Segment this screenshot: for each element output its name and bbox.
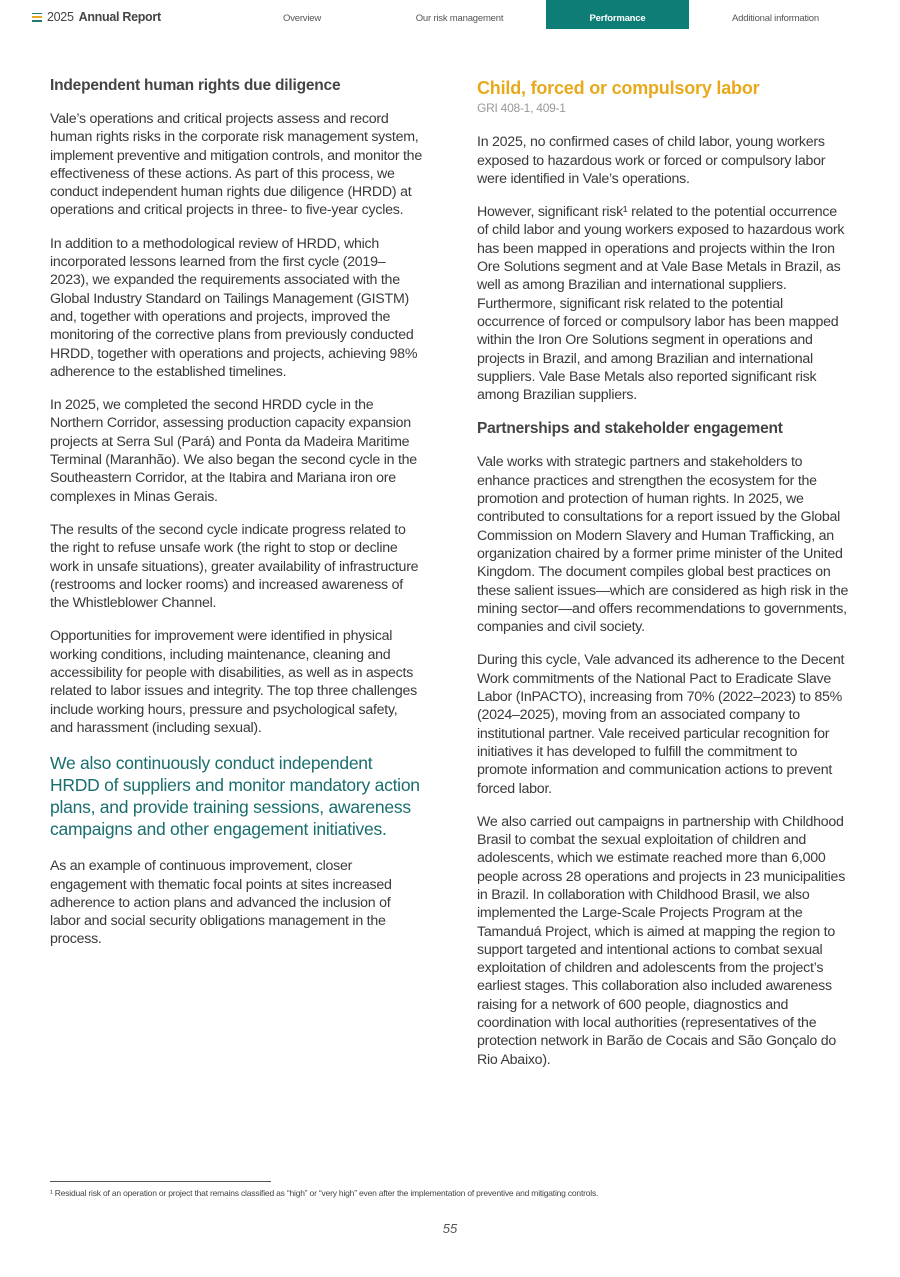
tab-performance[interactable]: Performance <box>546 0 689 29</box>
report-brand[interactable] <box>32 10 161 24</box>
paragraph: In 2025, we completed the second HRDD cycle in the Northern Corridor, assessing production capacity expansion projects at Serra Sul (Pará) and Ponta da Madeira Maritime Terminal (Maranhão). We also began the second cycle in the Southeastern Corridor, at the Itabira and Mariana iron ore complexes in Minas Gerais. <box>50 397 417 505</box>
pull-quote: We also continuously conduct independent HRDD of suppliers and monitor mandatory action plans, and provide training sessions, awareness campaigns and other engagement initiatives. <box>50 753 420 840</box>
tab-overview[interactable]: Overview <box>283 13 321 24</box>
paragraph: As an example of continuous improvement, closer engagement with thematic focal points at sites increased adherence to action plans and advanced the inclusion of labor and social security obligations management in the process. <box>50 858 392 948</box>
paragraph: However, significant risk¹ related to the potential occurrence of child labor and young workers exposed to hazardous work has been mapped in operations and projects within the Iron Ore Solutions segment and at Vale Base Metals in Brazil, as well as among Brazilian and international suppliers. Furthermore, significant risk related to the potential occurrence of forced or compulsory labor has been mapped within the Iron Ore Solutions segment in operations and projects in Brazil, and among Brazilian and international suppliers. Vale Base Metals also reported significant risk among Brazilian suppliers. <box>477 204 845 404</box>
paragraph: In addition to a methodological review of HRDD, which incorporated lessons learned from the first cycle (2019–2023), we expanded the requirements associated with the Global Industry Standard on Tailings Management (GISTM) and, together with operations and projects, improved the monitoring of the corrective plans from previously conducted HRDD, together with operations and projects, achieving 98% adherence to the established timelines. <box>50 235 418 380</box>
paragraph: Vale’s operations and critical projects assess and record human rights risks in the corporate risk management system, implement preventive and mitigation controls, and monitor the effectiveness of these actions. As part of this process, we conduct independent human rights due diligence (HRDD) at operations and critical projects in three- to five-year cycles. <box>50 111 422 219</box>
right-column <box>477 77 851 1084</box>
paragraph: In 2025, no confirmed cases of child labor, young workers exposed to hazardous work or forced or compulsory labor were identified in Vale’s operations. <box>477 134 826 187</box>
paragraph: During this cycle, Vale advanced its adherence to the Decent Work commitments of the National Pact to Eradicate Slave Labor (InPACTO), increasing from 70% (2022–2023) to 85% (2024–2025), moving from an associated company to institutional partner. Vale received particular recognition for initiatives it has developed to fulfill the commitment to promote information and communication actions to prevent forced labor. <box>477 652 845 797</box>
footnote: ¹ Residual risk of an operation or project that remains classified as “high” or “very high” even after the implementation of preventive and mitigating controls. <box>50 1188 599 1198</box>
left-column <box>50 76 424 964</box>
section-title: Child, forced or compulsory labor <box>477 78 760 98</box>
section-heading: Independent human rights due diligence <box>50 77 341 94</box>
top-navigation <box>0 0 900 30</box>
paragraph: Vale works with strategic partners and stakeholders to enhance practices and strengthen the ecosystem for the promotion and protection of human rights. In 2025, we contributed to consultations for a report issued by the Global Commission on Modern Slavery and Human Trafficking, an organization chaired by a former prime minister of the United Kingdom. The document compiles global best practices on these salient issues—which are considered as high risk in the mining sector—and offers recommendations to governments, companies and civil society. <box>477 454 849 636</box>
paragraph: Opportunities for improvement were identified in physical working conditions, including maintenance, cleaning and accessibility for people with disabilities, as well as in aspects related to labor issues and integrity. The top three challenges include working hours, pressure and psychological safety, and harassment (including sexual). <box>50 628 418 736</box>
menu-icon[interactable] <box>32 13 42 22</box>
paragraph: The results of the second cycle indicate progress related to the right to refuse unsafe work (the right to stop or decline work in unsafe situations), greater availability of infrastructure (restrooms and locker rooms) and increased awareness of the Whistleblower Channel. <box>50 521 419 612</box>
paragraph: We also carried out campaigns in partnership with Childhood Brasil to combat the sexual exploitation of children and adolescents, which we estimate reached more than 6,000 people across 28 operations and projects in 23 municipalities in Brazil. In collaboration with Childhood Brasil, we also implemented the Large-Scale Projects Program at the Tamanduá Project, which is aimed at mapping the region to support targeted and intentional actions to combat sexual exploitation of children and adolescents from the project’s earliest stages. This collaboration also included awareness raising for a network of 600 people, diagnostics and coordination with local authorities (representatives of the protection network in Barão de Cocais and São Gonçalo do Rio Abaixo). <box>477 813 846 1068</box>
subheading: Partnerships and stakeholder engagement <box>477 420 783 438</box>
brand-title: Annual Report <box>78 10 161 24</box>
tab-risk-management[interactable]: Our risk management <box>415 13 504 24</box>
footnote-divider <box>50 1181 271 1182</box>
brand-year: 2025 <box>47 10 74 24</box>
page-number: 55 <box>442 1221 458 1236</box>
tab-additional-information[interactable]: Additional information <box>732 13 819 24</box>
gri-reference: GRI 408-1, 409-1 <box>477 101 566 115</box>
